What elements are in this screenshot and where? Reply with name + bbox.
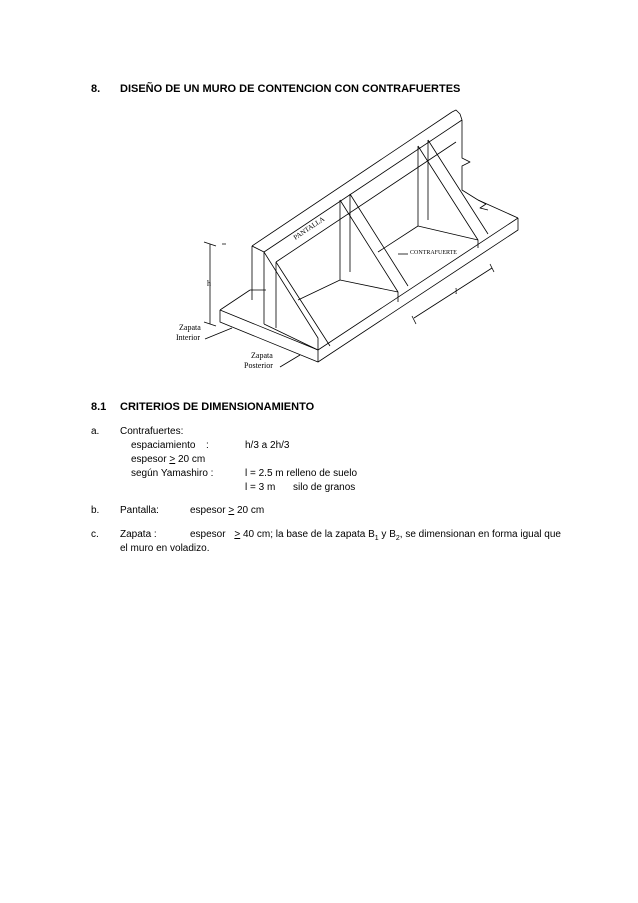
wall-front-top [252,112,452,246]
espesor-line [131,454,205,465]
item-c-sub2: 2 [395,535,400,542]
yamashiro-value-2a: l = 3 m [245,482,276,493]
zapata-posterior-label-2: Posterior [244,361,273,370]
espaciamiento-colon: : [206,440,209,451]
espesor-value: 20 cm [177,454,206,465]
pantalla-label: PANTALLA [292,215,327,242]
yamashiro-value-2b: silo de granos [293,482,356,493]
l-label: l [455,287,458,296]
item-a-title: Contrafuertes: [120,426,184,437]
wall-right-lower [478,200,488,210]
item-c-symbol: > [234,529,241,540]
espesor-label: espesor [131,454,167,465]
wall-end-face [252,246,264,324]
buttress-1 [264,252,330,350]
item-b-text: espesor [190,505,226,516]
item-c-text2: 40 cm; la base de la zapata B [242,529,375,540]
item-c-text4: , se dimensionan en forma igual que [399,529,561,540]
yamashiro-value-1: l = 2.5 m relleno de suelo [245,468,358,479]
item-c-text1: espesor [190,529,226,540]
wall-base-line [264,324,318,350]
contrafuerte-label: CONTRAFUERTE [410,250,457,256]
section-8-number: 8. [91,83,101,95]
wall-break [452,110,478,200]
h-label: h [207,279,211,288]
item-a-marker: a. [91,426,100,437]
greater-equal-symbol: > [169,454,176,465]
footing-right-face [318,218,518,362]
item-c-line-1 [190,529,561,542]
leader-zapata-interior [205,328,232,339]
espaciamiento-label: espaciamiento [131,440,196,451]
espaciamiento-value: h/3 a 2h/3 [245,440,290,451]
dimension-l-tick-2 [490,264,494,272]
section-81-number: 8.1 [91,401,107,413]
section-81-title: CRITERIOS DE DIMENSIONAMIENTO [120,401,315,413]
item-b-line [190,505,264,516]
pocket-lines [340,140,478,292]
item-c-text3: y B [378,529,396,540]
item-c-line-2: el muro en voladizo. [120,543,210,554]
item-b-value: 20 cm [236,505,265,516]
item-b-label: Pantalla: [120,505,159,516]
zapata-posterior-label-1: Zapata [251,351,273,360]
item-c-marker: c. [91,529,99,540]
item-c-sub1: 1 [374,535,379,542]
section-8-title: DISEÑO DE UN MURO DE CONTENCION CON CONTRAFUERTES [120,83,461,95]
yamashiro-label: según Yamashiro : [131,468,214,479]
item-c-label: Zapata : [120,529,157,540]
retaining-wall-figure [0,0,638,400]
zapata-interior-label-2: Interior [176,333,200,342]
item-b-symbol: > [228,505,235,516]
dimension-h-top-tick [204,242,226,246]
zapata-interior-label-1: Zapata [179,323,201,332]
dimension-l-line [414,268,492,318]
leader-zapata-posterior [280,355,300,367]
item-b-marker: b. [91,505,100,516]
